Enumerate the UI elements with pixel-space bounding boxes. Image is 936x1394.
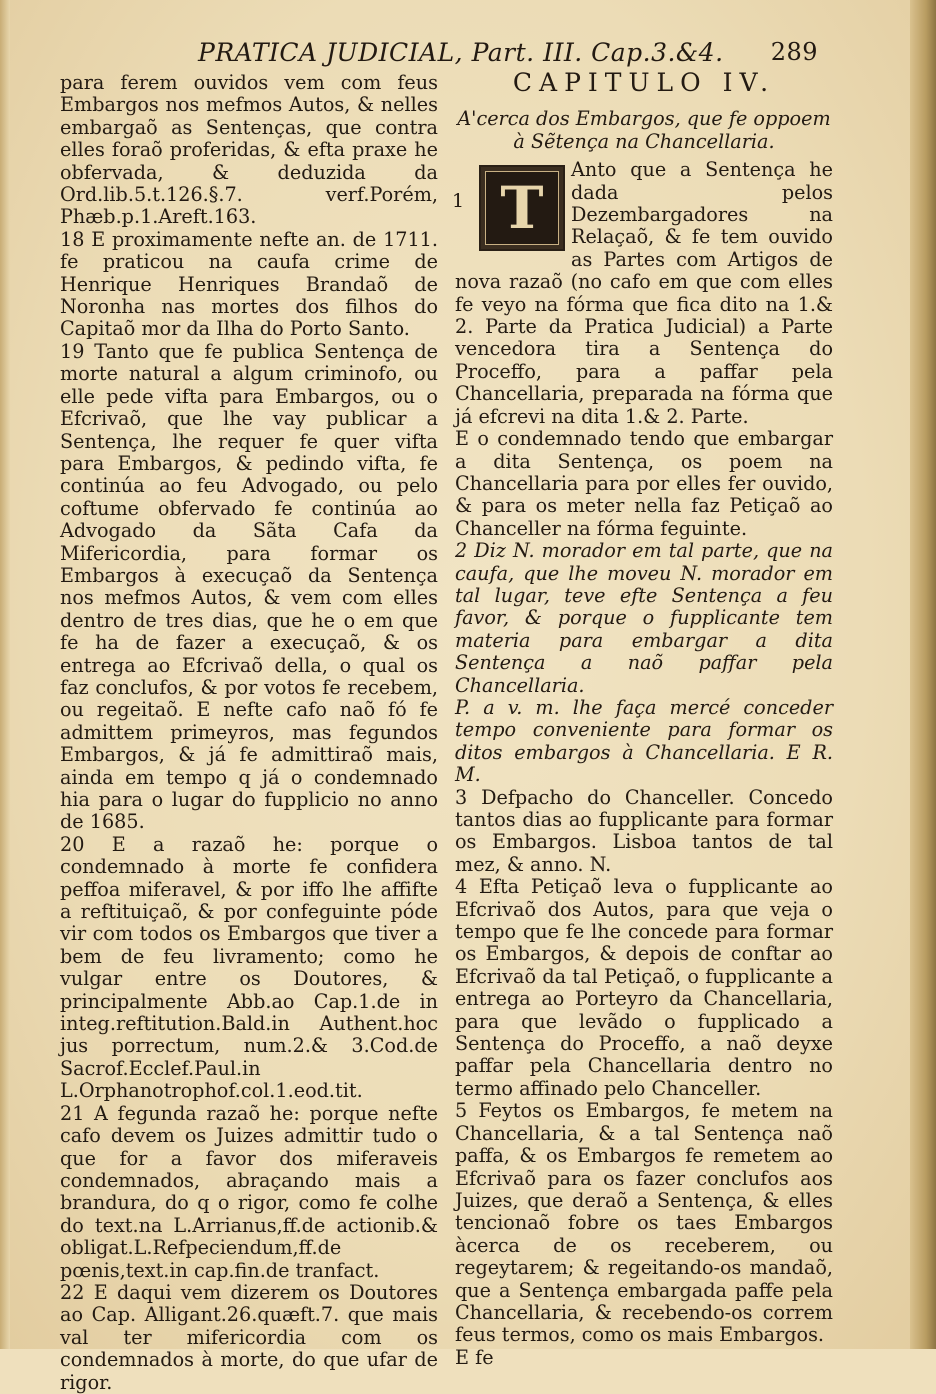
page-edge-right bbox=[910, 0, 936, 1349]
petition-request: P. a v. m. lhe faça mercé conceder tempo conveniente para formar os ditos embargos à Chancellaria. E R. M. bbox=[455, 695, 833, 787]
paragraph: 4 Efta Petiçaõ leva o fupplicante ao Efcrivaõ dos Autos, para que veja o tempo que fe lhe concede para formar os Embargos, & depois de conftar ao Efcrivaõ da tal Petiçaõ, o fupplicante a entrega ao Porteyro da Chancellaria, para que levãdo o fupplicado a Sentença do Proceffo, a naõ deyxe paffar pela Chancellaria dentro no termo affinado pelo Chanceller. bbox=[455, 875, 833, 1100]
running-header bbox=[198, 38, 818, 68]
left-column bbox=[60, 72, 438, 1394]
paragraph: 5 Feytos os Embargos, fe metem na Chancellaria, & a tal Sentença naõ paffa, & os Embargos fe remetem ao Efcrivaõ para os fazer conclufos aos Juizes, que deraõ a Sentença, & elles tencionaõ fobre os taes Embargos àcerca de os receberem, ou regeytarem; & regeitando-os mandaõ, que a Sentença embargada paffe pela Chancellaria, & recebendo-os correm feus termos, como os mais Embargos. bbox=[455, 1099, 833, 1347]
running-title: PRATICA JUDICIAL, Part. III. Cap.3.&4. bbox=[198, 38, 724, 67]
paragraph: 19 Tanto que fe publica Sentença de morte natural a algum criminofo, ou elle pede vifta para Embargos, ou o Efcrivaõ, que lhe vay publicar a Sentença, lhe requer fe quer vifta para Embargos, & pedindo vifta, fe continúa ao feu Advogado, ou pelo coftume obfervado fe continúa ao Advogado da Sãta Cafa da Mifericordia, para formar os Embargos à execuçaõ da Sentença nos mefmos Autos, & vem com elles dentro de tres dias, que he o em que fe ha de fazer a execuçaõ, & os entrega ao Efcrivaõ della, o qual os faz conclufos, & por votos fe recebem, ou regeitaõ. E nefte cafo naõ fó fe admittem primeyros, mas fegundos Embargos, & já fe admittiraõ mais, ainda em tempo q já o condemnado hia para o lugar do fupplicio no anno de 1685. bbox=[60, 339, 438, 834]
paragraph: 20 E a razaõ he: porque o condemnado à morte fe confidera peffoa miferavel, & por iffo lhe affifte a reftituiçaõ, & por confeguinte póde vir com todos os Embargos que tiver a bem de feu livramento; como he vulgar entre os Doutores, & principalmente Abb.ao Cap.1.de in integ.reftitution.Bald.in Authent.hoc jus porrectum, num.2.& 3.Cod.de Sacrof.Ecclef.Paul.in L.Orphanotrophof.col.1.eod.tit. bbox=[60, 832, 438, 1103]
right-column bbox=[455, 68, 833, 1369]
paragraph: 22 E daqui vem dizerem os Doutores ao Cap. Alligant.26.quæft.7. que mais val ter mifericordia com os condemnados à morte, do que ufar de rigor. bbox=[60, 1280, 438, 1394]
paragraph: 18 E proximamente nefte an. de 1711. fe praticou na caufa crime de Henrique Henriques Brandaõ de Noronha nas mortes dos filhos do Capitaõ mor da Ilha do Porto Santo. bbox=[60, 227, 438, 341]
page-edge-left bbox=[0, 0, 10, 1349]
page-number: 289 bbox=[770, 38, 818, 66]
ornamental-initial bbox=[479, 165, 565, 251]
paragraph: para ferem ouvidos vem com feus Embargos nos mefmos Autos, & nelles embargaõ as Sentenças, que contra elles foraõ proferidas, & efta praxe he obfervada, & deduzida da Ord.lib.5.t.126.§.7. verf.Porém, Phæb.p.1.Areft.163. bbox=[60, 71, 438, 229]
section-number: 1 bbox=[452, 190, 465, 212]
paragraph: E o condemnado tendo que embargar a dita Sentença, os poem na Chancellaria para por elles fer ouvido, & para os meter nella faz Petiçaõ ao Chanceller na fórma feguinte. bbox=[455, 427, 833, 540]
chapter-title: CAPITULO IV. bbox=[512, 68, 776, 97]
drop-cap-letter: T bbox=[500, 174, 544, 243]
paragraph: Anto que a Sentença he dada pelos Dezembargadores na Relaçaõ, & fe tem ouvido as Partes com Artigos de nova razaõ (no cafo em que com elles fe veyo na fórma que fica dito na 1.& 2. Parte da Pratica Judicial) a Parte vencedora tira a Sentença do Proceffo, para a paffar pela Chancellaria, preparada na fórma que já efcrevi na dita 1.& 2. Parte. bbox=[455, 158, 833, 428]
paragraph: 21 A fegunda razaõ he: porque nefte cafo devem os Juizes admittir tudo o que for a favor dos miferaveis condemnados, abraçando mais a brandura, do q o rigor, como fe colhe do text.na L.Arrianus,ff.de actionib.& obligat.L.Refpeciendum,ff.de pœnis,text.in cap.fin.de tranfact. bbox=[60, 1101, 438, 1282]
chapter-subtitle: A'cerca dos Embargos, que fe oppoem à Sẽtença na Chancellaria. bbox=[457, 107, 831, 153]
petition-text: 2 Diz N. morador em tal parte, que na caufa, que lhe moveu N. morador em tal lugar, teve efte Sentença a feu favor, & porque o fupplicante tem materia para embargar a dita Sentença a naõ paffar pela Chancellaria. bbox=[455, 539, 833, 697]
paragraph: 3 Defpacho do Chanceller. Concedo tantos dias ao fupplicante para formar os Embargos. Lisboa tantos de tal mez, & anno. N. bbox=[455, 785, 833, 876]
catchword: E fe bbox=[455, 1345, 494, 1369]
